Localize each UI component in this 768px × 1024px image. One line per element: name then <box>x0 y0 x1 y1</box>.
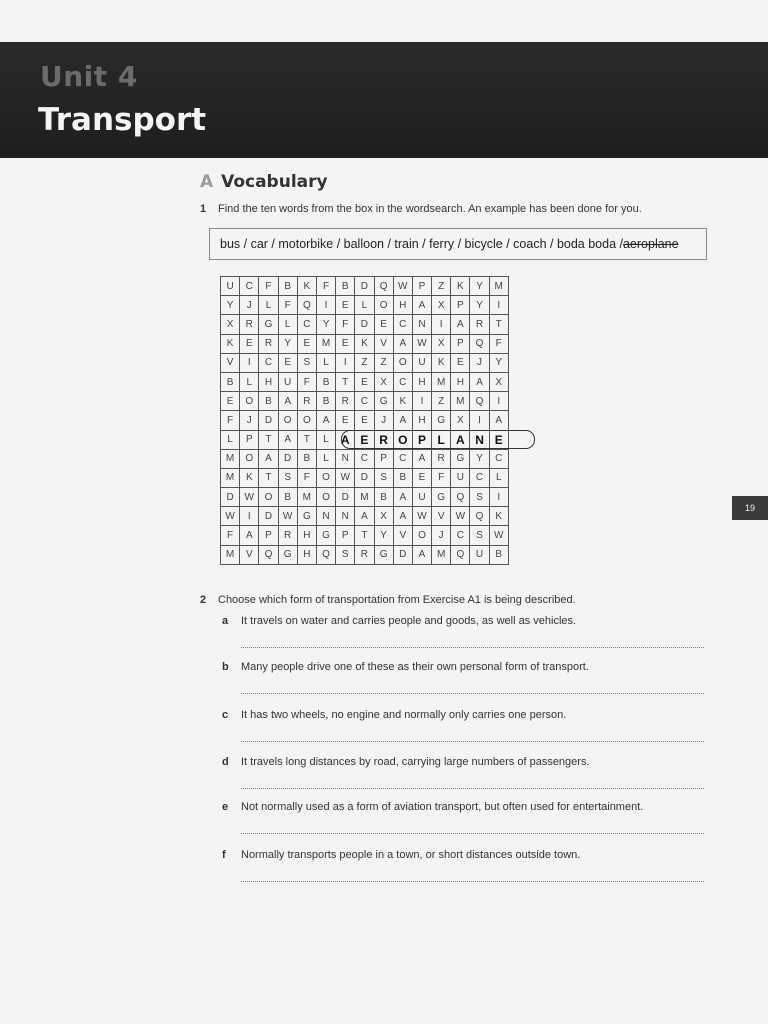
wordsearch-cell: S <box>375 469 394 488</box>
wordsearch-cell: P <box>259 526 278 545</box>
wordsearch-cell: C <box>470 469 489 488</box>
wordsearch-cell: E <box>336 296 355 315</box>
section-heading <box>200 172 328 192</box>
wordsearch-cell: F <box>432 469 451 488</box>
wordsearch-cell: O <box>317 469 336 488</box>
wordsearch-cell: S <box>336 546 355 565</box>
wordsearch-cell: N <box>470 431 489 450</box>
wordsearch-cell: F <box>279 296 298 315</box>
wordsearch-cell: Q <box>470 392 489 411</box>
wordsearch-cell: Y <box>317 315 336 334</box>
answer-line[interactable] <box>241 788 704 789</box>
wordsearch-cell: J <box>470 354 489 373</box>
wordsearch-cell: E <box>240 335 259 354</box>
wordsearch-cell: M <box>490 277 509 296</box>
section-title: Vocabulary <box>221 172 328 192</box>
wordsearch-cell: L <box>355 296 374 315</box>
wordsearch-cell: F <box>221 411 240 430</box>
wordsearch-cell: Y <box>470 450 489 469</box>
section-letter: A <box>200 172 214 192</box>
wordsearch-cell: Q <box>451 488 470 507</box>
exercise2-number: 2 <box>200 594 207 606</box>
wordsearch-cell: I <box>432 315 451 334</box>
wordsearch-cell: Y <box>470 296 489 315</box>
wordsearch-cell: F <box>221 526 240 545</box>
wordsearch-cell: D <box>355 469 374 488</box>
item-text: Many people drive one of these as their own personal form of transport. <box>241 661 589 673</box>
wordsearch-cell: K <box>394 392 413 411</box>
wordsearch-cell: A <box>451 431 470 450</box>
wordsearch-cell: J <box>375 411 394 430</box>
wordsearch-cell: P <box>375 450 394 469</box>
wordsearch-cell: D <box>259 411 278 430</box>
wordsearch-cell: A <box>259 450 278 469</box>
wordsearch-cell: Z <box>355 354 374 373</box>
wordsearch-cell: E <box>355 373 374 392</box>
wordsearch-cell: M <box>221 469 240 488</box>
wordsearch-cell: B <box>317 373 336 392</box>
wordsearch-cell: W <box>336 469 355 488</box>
wordsearch-cell: U <box>221 277 240 296</box>
wordsearch-cell: R <box>470 315 489 334</box>
wordsearch-cell: N <box>413 315 432 334</box>
wordsearch-cell: A <box>490 411 509 430</box>
wordsearch-cell: X <box>375 507 394 526</box>
wordsearch-cell: R <box>375 431 394 450</box>
wordsearch-cell: E <box>375 315 394 334</box>
wordsearch-cell: O <box>394 354 413 373</box>
wordsearch-cell: S <box>298 354 317 373</box>
wordsearch-cell: C <box>259 354 278 373</box>
wordsearch-cell: A <box>413 450 432 469</box>
wordsearch-cell: L <box>240 373 259 392</box>
wordsearch-cell: G <box>259 315 278 334</box>
word-box <box>209 228 707 260</box>
wordsearch-cell: P <box>413 277 432 296</box>
wordsearch-cell: J <box>432 526 451 545</box>
wordsearch-cell: I <box>470 411 489 430</box>
wordsearch-cell: K <box>298 277 317 296</box>
wordsearch-cell: M <box>355 488 374 507</box>
wordsearch-cell: W <box>394 277 413 296</box>
wordsearch-cell: K <box>432 354 451 373</box>
wordsearch-cell: X <box>432 296 451 315</box>
wordsearch-cell: R <box>279 526 298 545</box>
wordsearch-cell: H <box>259 373 278 392</box>
wordsearch-cell: F <box>490 335 509 354</box>
wordsearch-cell: G <box>432 488 451 507</box>
wordsearch-cell: B <box>317 392 336 411</box>
wordsearch-cell: F <box>336 315 355 334</box>
item-text: It has two wheels, no engine and normally only carries one person. <box>241 709 567 721</box>
wordsearch-cell: H <box>451 373 470 392</box>
wordsearch-cell: G <box>375 392 394 411</box>
wordsearch-cell: R <box>336 392 355 411</box>
wordsearch-cell: O <box>375 296 394 315</box>
wordsearch-cell: W <box>490 526 509 545</box>
wordsearch-cell: O <box>240 392 259 411</box>
wordsearch-cell: A <box>355 507 374 526</box>
wordsearch-cell: Z <box>432 392 451 411</box>
item-text: It travels long distances by road, carrying large numbers of passengers. <box>241 756 590 768</box>
wordsearch-cell: O <box>413 526 432 545</box>
wordsearch-cell: I <box>336 354 355 373</box>
wordsearch-cell: I <box>413 392 432 411</box>
wordsearch-cell: O <box>394 431 413 450</box>
wordsearch-cell: X <box>375 373 394 392</box>
wordsearch-cell: B <box>375 488 394 507</box>
wordsearch-cell: W <box>451 507 470 526</box>
wordsearch-cell: O <box>240 450 259 469</box>
wordsearch-cell: C <box>394 315 413 334</box>
wordsearch-cell: V <box>221 354 240 373</box>
wordsearch-cell: C <box>240 277 259 296</box>
wordsearch-cell: R <box>240 315 259 334</box>
unit-label: Unit 4 <box>40 60 138 93</box>
answer-line[interactable] <box>241 647 704 648</box>
wordsearch-cell: K <box>221 335 240 354</box>
wordsearch-cell: A <box>336 431 355 450</box>
wordsearch-cell: P <box>413 431 432 450</box>
wordsearch-cell: C <box>298 315 317 334</box>
wordsearch-cell: B <box>298 450 317 469</box>
wordsearch-cell: A <box>394 507 413 526</box>
wordsearch-cell: I <box>317 296 336 315</box>
wordsearch-cell: O <box>279 411 298 430</box>
wordsearch-cell: A <box>413 296 432 315</box>
wordsearch-cell: R <box>355 546 374 565</box>
wordsearch-cell: L <box>259 296 278 315</box>
wordsearch-cell: P <box>240 431 259 450</box>
wordsearch-cell: O <box>259 488 278 507</box>
wordsearch-cell: P <box>451 296 470 315</box>
item-text: Not normally used as a form of aviation transport, but often used for entertainment. <box>241 801 644 813</box>
wordsearch-cell: K <box>490 507 509 526</box>
wordsearch-cell: L <box>432 431 451 450</box>
wordsearch-cell: P <box>336 526 355 545</box>
wordsearch-cell: Q <box>470 335 489 354</box>
wordsearch-cell: S <box>470 488 489 507</box>
wordsearch-cell: A <box>279 392 298 411</box>
exercise2-instruction: Choose which form of transportation from Exercise A1 is being described. <box>218 594 576 606</box>
wordsearch-cell: E <box>279 354 298 373</box>
wordsearch-cell: J <box>240 296 259 315</box>
wordsearch-cell: Y <box>279 335 298 354</box>
wordsearch-cell: L <box>317 450 336 469</box>
wordsearch-cell: Q <box>451 546 470 565</box>
wordsearch-cell: A <box>470 373 489 392</box>
wordsearch-cell: T <box>259 431 278 450</box>
wordsearch-cell: D <box>279 450 298 469</box>
wordsearch-cell: S <box>470 526 489 545</box>
wordsearch-cell: S <box>279 469 298 488</box>
wordsearch-cell: J <box>240 411 259 430</box>
item-letter: d <box>222 756 229 768</box>
wordsearch-cell: E <box>336 411 355 430</box>
answer-line[interactable] <box>241 741 704 742</box>
wordsearch-cell: I <box>490 392 509 411</box>
wordsearch-cell: I <box>490 296 509 315</box>
answer-line[interactable] <box>241 693 704 694</box>
wordsearch-cell: H <box>394 296 413 315</box>
wordsearch-cell: P <box>451 335 470 354</box>
page-number-tab: 19 <box>732 496 768 520</box>
wordsearch-cell: M <box>317 335 336 354</box>
wordsearch-cell: W <box>240 488 259 507</box>
wordsearch-cell: O <box>317 488 336 507</box>
wordsearch-cell: Y <box>470 277 489 296</box>
wordsearch-cell: N <box>336 450 355 469</box>
wordsearch-cell: A <box>394 488 413 507</box>
wordsearch-cell: H <box>413 373 432 392</box>
wordsearch-cell: A <box>413 546 432 565</box>
wordsearch-cell: F <box>298 373 317 392</box>
wordsearch-cell: H <box>298 526 317 545</box>
wordsearch-cell: R <box>298 392 317 411</box>
wordsearch-cell: G <box>375 546 394 565</box>
wordsearch-cell: E <box>413 469 432 488</box>
wordsearch-cell: K <box>240 469 259 488</box>
wordsearch-cell: D <box>259 507 278 526</box>
wordsearch-cell: A <box>317 411 336 430</box>
wordsearch-cell: Q <box>317 546 336 565</box>
wordsearch-cell: N <box>336 507 355 526</box>
item-letter: c <box>222 709 229 721</box>
wordsearch-cell: A <box>279 431 298 450</box>
wordsearch-cell: V <box>240 546 259 565</box>
wordsearch-grid <box>220 276 509 565</box>
item-text: It travels on water and carries people and goods, as well as vehicles. <box>241 615 577 627</box>
wordsearch-cell: G <box>317 526 336 545</box>
wordsearch-cell: F <box>317 277 336 296</box>
wordsearch-cell: U <box>451 469 470 488</box>
item-letter: f <box>222 849 226 861</box>
wordsearch-cell: C <box>490 450 509 469</box>
wordsearch-cell: Y <box>221 296 240 315</box>
wordsearch-cell: Q <box>259 546 278 565</box>
wordsearch-cell: Z <box>432 277 451 296</box>
wordsearch-cell: X <box>432 335 451 354</box>
wordsearch-cell: B <box>259 392 278 411</box>
wordsearch-cell: L <box>490 469 509 488</box>
wordsearch-cell: U <box>413 488 432 507</box>
wordsearch-cell: W <box>279 507 298 526</box>
wordsearch-cell: L <box>317 431 336 450</box>
item-letter: b <box>222 661 229 673</box>
wordsearch-cell: L <box>317 354 336 373</box>
wordsearch-cell: M <box>451 392 470 411</box>
wordsearch-cell: Y <box>490 354 509 373</box>
wordsearch-cell: E <box>355 431 374 450</box>
wordsearch-cell: D <box>394 546 413 565</box>
wordsearch-cell: T <box>259 469 278 488</box>
wordsearch-cell: L <box>221 431 240 450</box>
wordsearch-cell: A <box>394 335 413 354</box>
wordsearch-cell: R <box>432 450 451 469</box>
wordsearch-cell: Z <box>375 354 394 373</box>
wordsearch-cell: E <box>298 335 317 354</box>
word-list: bus / car / motorbike / balloon / train / ferry / bicycle / coach / boda boda / <box>220 237 623 251</box>
item-letter: e <box>222 801 229 813</box>
wordsearch-cell: T <box>355 526 374 545</box>
wordsearch-cell: U <box>279 373 298 392</box>
wordsearch-cell: B <box>279 488 298 507</box>
exercise1-number: 1 <box>200 203 207 215</box>
wordsearch-cell: B <box>490 546 509 565</box>
wordsearch-cell: I <box>240 354 259 373</box>
wordsearch-cell: D <box>336 488 355 507</box>
wordsearch-cell: M <box>432 373 451 392</box>
wordsearch-cell: Y <box>375 526 394 545</box>
wordsearch-cell: X <box>490 373 509 392</box>
wordsearch-cell: L <box>279 315 298 334</box>
wordsearch-cell: Q <box>298 296 317 315</box>
wordsearch-cell: C <box>394 450 413 469</box>
wordsearch-cell: N <box>317 507 336 526</box>
wordsearch-cell: A <box>240 526 259 545</box>
wordsearch-cell: C <box>451 526 470 545</box>
wordsearch-cell: E <box>336 335 355 354</box>
wordsearch-cell: V <box>432 507 451 526</box>
page-title: Transport <box>38 102 207 138</box>
wordsearch-cell: B <box>279 277 298 296</box>
wordsearch-cell: T <box>490 315 509 334</box>
wordsearch-cell: M <box>432 546 451 565</box>
wordsearch-cell: C <box>394 373 413 392</box>
wordsearch-cell: C <box>355 450 374 469</box>
wordsearch-cell: X <box>451 411 470 430</box>
wordsearch-cell: E <box>355 411 374 430</box>
item-letter: a <box>222 615 229 627</box>
wordsearch-cell: K <box>451 277 470 296</box>
wordsearch-cell: C <box>355 392 374 411</box>
wordsearch-cell: U <box>413 354 432 373</box>
wordsearch-cell: F <box>259 277 278 296</box>
wordsearch-cell: G <box>451 450 470 469</box>
wordsearch-cell: V <box>375 335 394 354</box>
wordsearch-cell: T <box>336 373 355 392</box>
wordsearch-cell: D <box>355 315 374 334</box>
wordsearch-cell: E <box>451 354 470 373</box>
wordsearch-cell: H <box>298 546 317 565</box>
wordsearch-cell: B <box>336 277 355 296</box>
wordsearch-cell: Q <box>470 507 489 526</box>
wordsearch-cell: E <box>221 392 240 411</box>
wordsearch-cell: U <box>470 546 489 565</box>
wordsearch-cell: R <box>259 335 278 354</box>
wordsearch-cell: I <box>490 488 509 507</box>
wordsearch-cell: H <box>413 411 432 430</box>
wordsearch-cell: G <box>279 546 298 565</box>
wordsearch-cell: T <box>298 431 317 450</box>
wordsearch-cell: E <box>490 431 509 450</box>
answer-line[interactable] <box>241 881 704 882</box>
wordsearch-cell: K <box>355 335 374 354</box>
wordsearch-cell: B <box>394 469 413 488</box>
wordsearch-cell: G <box>298 507 317 526</box>
exercise1-instruction: Find the ten words from the box in the wordsearch. An example has been done for you. <box>218 203 642 215</box>
wordsearch-cell: D <box>355 277 374 296</box>
item-text: Normally transports people in a town, or short distances outside town. <box>241 849 581 861</box>
wordsearch-cell: V <box>394 526 413 545</box>
wordsearch-cell: Q <box>375 277 394 296</box>
wordsearch-cell: W <box>221 507 240 526</box>
answer-line[interactable] <box>241 833 704 834</box>
wordsearch-cell: I <box>240 507 259 526</box>
wordsearch-cell: G <box>432 411 451 430</box>
wordsearch-cell: M <box>298 488 317 507</box>
wordsearch-cell: F <box>298 469 317 488</box>
wordsearch-cell: W <box>413 335 432 354</box>
wordsearch-cell: O <box>298 411 317 430</box>
wordsearch-cell: M <box>221 450 240 469</box>
wordsearch-cell: M <box>221 546 240 565</box>
wordsearch-cell: A <box>394 411 413 430</box>
wordsearch-cell: W <box>413 507 432 526</box>
example-word-struck: aeroplane <box>622 237 679 251</box>
wordsearch-cell: X <box>221 315 240 334</box>
wordsearch-cell: B <box>221 373 240 392</box>
wordsearch-cell: A <box>451 315 470 334</box>
wordsearch-cell: D <box>221 488 240 507</box>
